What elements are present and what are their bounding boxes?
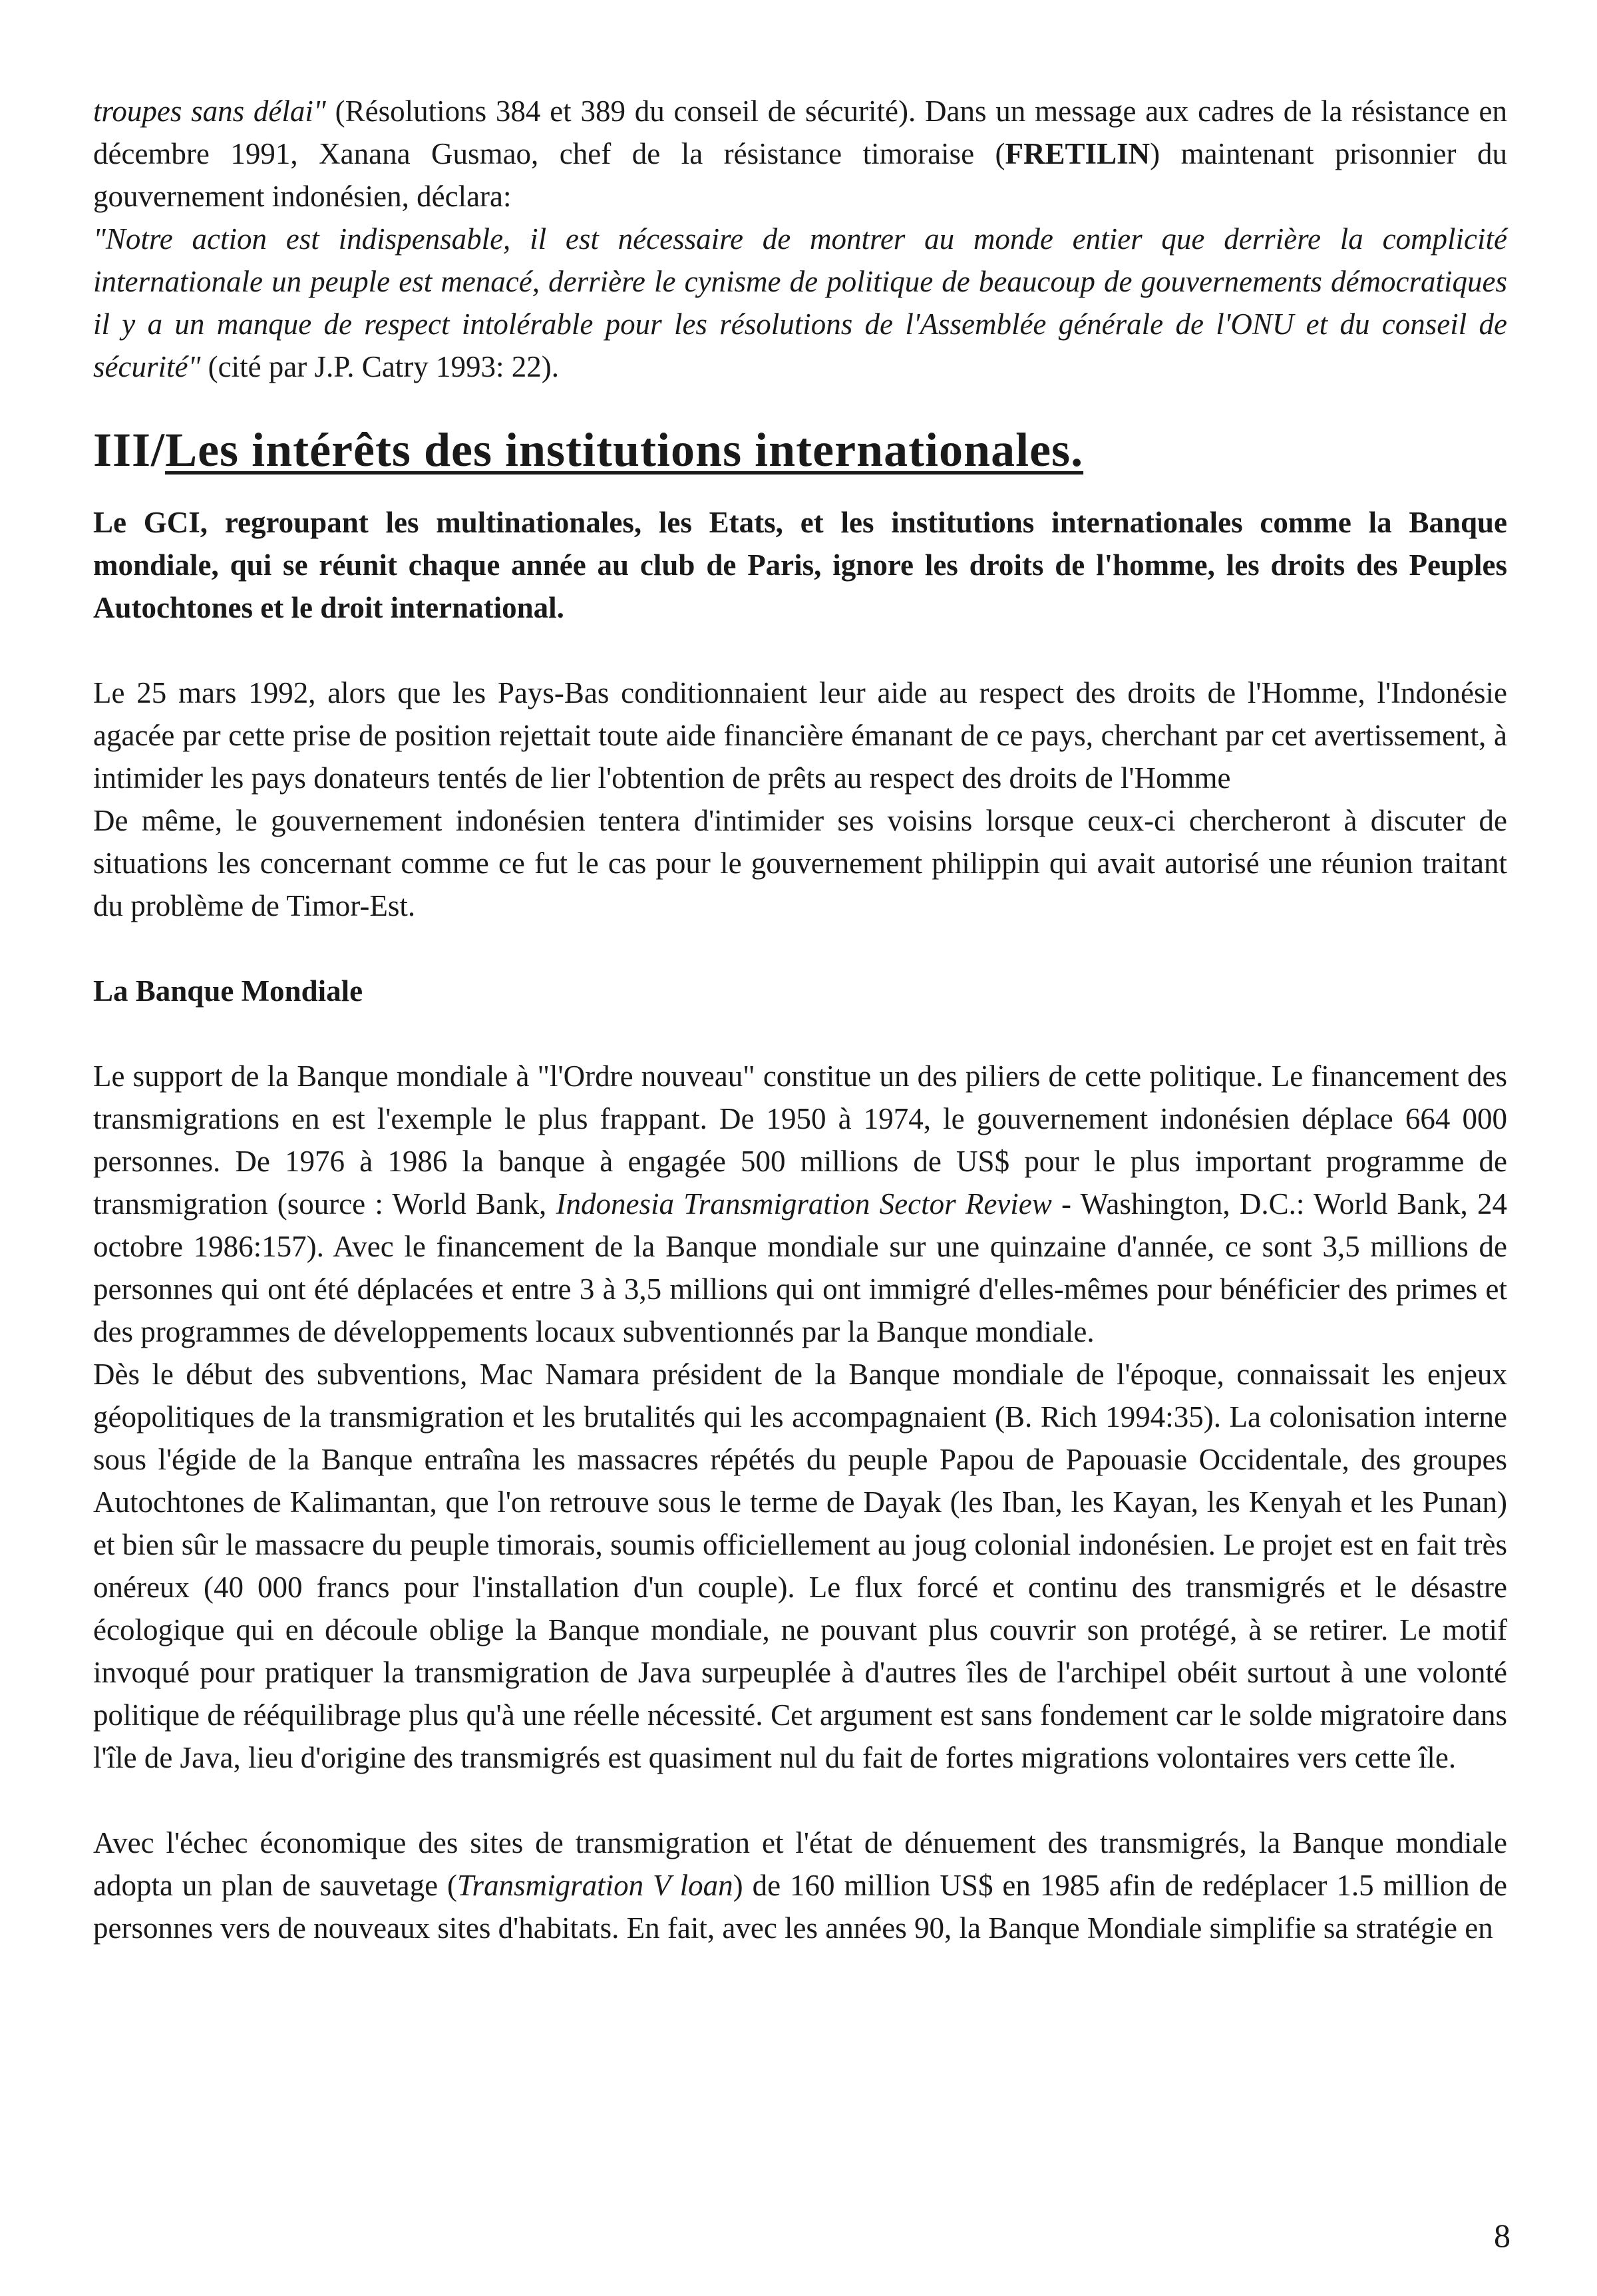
italic-quote: "Notre action est indispensable, il est nécessaire de montrer au monde entier que derrière la complicité internationale un peuple est menacé, derrière le cynisme de politique de beaucoup de gouvernements démocratiques il y a un manque de respect intolérable pour les résolutions de l'Assemblée générale de l'ONU et du conseil de sécurité" — [93, 222, 1507, 383]
text-segment: ) maintenant prisonnier du gouvernement indonésien, déclara: — [93, 137, 1507, 213]
section-title: Les intérêts des institutions internationales. — [165, 423, 1084, 477]
text-segment: Avec l'échec économique des sites de transmigration et l'état de dénuement des transmigrés, la Banque mondiale adopta un plan de sauvetage ( — [93, 1826, 1507, 1902]
text-segment: (Résolutions 384 et 389 du conseil de sécurité). Dans un message aux cadres de la résistance en décembre 1991, Xanana Gusmao, chef de la résistance timoraise ( — [93, 95, 1507, 170]
paragraph-macnamara: Dès le début des subventions, Mac Namara président de la Banque mondiale de l'époque, connaissait les enjeux géopolitiques de la transmigration et les brutalités qui les accompagnaient (B. Rich 1994:35). La colonisation interne sous l'égide de la Banque entraîna les massacres répétés du peuple Papou de Papouasie Occidentale, des groupes Autochtones de Kalimantan, que l'on retrouve sous le terme de Dayak (les Iban, les Kayan, les Kenyah et les Punan) et bien sûr le massacre du peuple timorais, soumis officiellement au joug colonial indonésien. Le projet est en fait très onéreux (40 000 francs pour l'installation d'un couple). Le flux forcé et continu des transmigrés et le désastre écologique qui en découle oblige la Banque mondiale, ne pouvant plus couvrir son protégé, à se retirer. Le motif invoqué pour pratiquer la transmigration de Java surpeuplée à d'autres îles de l'archipel obéit surtout à une volonté politique de rééquilibrage plus qu'à une réelle nécessité. Cet argument est sans fondement car le solde migratoire dans l'île de Java, lieu d'origine des transmigrés est quasiment nul du fait de fortes migrations volontaires vers cette île. — [93, 1358, 1507, 1774]
paragraph-resolutions — [93, 90, 1507, 388]
italic-lead: troupes sans délai" — [93, 95, 326, 128]
bold-fretilin: FRETILIN — [1005, 137, 1151, 170]
section-heading — [93, 421, 1507, 478]
text-segment: Le support de la Banque mondiale à "l'Ordre nouveau" constitue un des piliers de cette politique. Le financement des transmigrations en est l'exemple le plus frappant. De 1950 à 1974, le gouvernement indonésien déplace 664 000 personnes. De 1976 à 1986 la banque à engagée 500 millions de US$ pour le plus important programme de transmigration (source : World Bank, — [93, 1059, 1507, 1221]
italic-title: Indonesia Transmigration Sector Review — [556, 1187, 1052, 1221]
section-prefix: III/ — [93, 423, 166, 477]
document-page — [93, 90, 1507, 1949]
paragraph-voisins: De même, le gouvernement indonésien tentera d'intimider ses voisins lorsque ceux-ci chercheront à discuter de situations les concernant comme ce fut le cas pour le gouvernement philippin qui avait autorisé une réunion traitant du problème de Timor-Est. — [93, 804, 1507, 922]
subheading: La Banque Mondiale — [93, 974, 363, 1008]
intro-paragraph: Le GCI, regroupant les multinationales, les Etats, et les institutions internationales comme la Banque mondiale, qui se réunit chaque année au club de Paris, ignore les droits de l'homme, les droits des Peuples Autochtones et le droit international. — [93, 506, 1507, 624]
italic-loan: Transmigration V loan — [457, 1869, 733, 1902]
text-segment: ) de 160 million US$ en 1985 afin de redéplacer 1.5 million de personnes vers de nouveaux sites d'habitats. En fait, avec les années 90, la Banque Mondiale simplifie sa stratégie en — [93, 1869, 1507, 1945]
text-segment: - Washington, D.C.: World Bank, 24 octobre 1986:157). Avec le financement de la Banque mondiale sur une quinzaine d'année, ce sont 3,5 millions de personnes qui ont été déplacées et entre 3 à 3,5 millions qui ont immigré d'elles-mêmes pour bénéficier des primes et des programmes de développements locaux subventionnés par la Banque mondiale. — [93, 1187, 1507, 1348]
paragraph-pays-bas: Le 25 mars 1992, alors que les Pays-Bas conditionnaient leur aide au respect des droits de l'Homme, l'Indonésie agacée par cette prise de position rejettait toute aide financière émanant de ce pays, cherchant par cet avertissement, à intimider les pays donateurs tentés de lier l'obtention de prêts au respect des droits de l'Homme — [93, 676, 1507, 795]
paragraph-echec — [93, 1821, 1507, 1949]
page-number: 8 — [1494, 2217, 1510, 2254]
paragraph-support — [93, 1055, 1507, 1353]
citation: (cité par J.P. Catry 1993: 22). — [200, 350, 560, 383]
